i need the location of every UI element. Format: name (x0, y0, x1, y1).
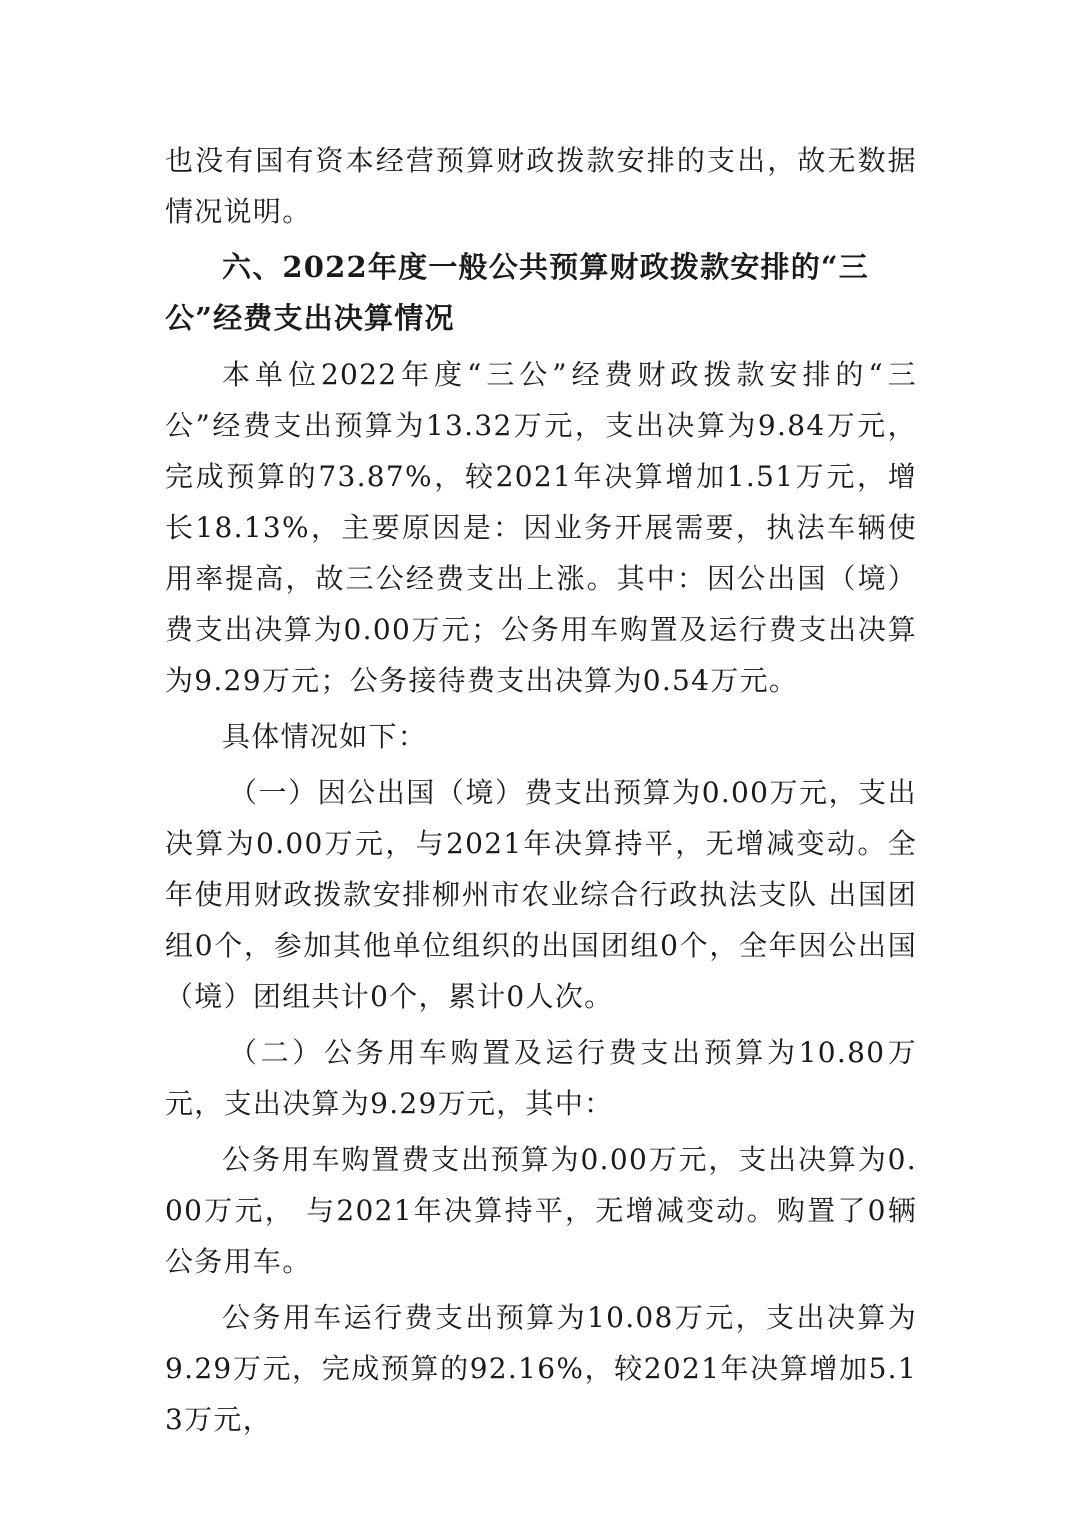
paragraph-vehicle-expenses: （二）公务用车购置及运行费支出预算为10.80万元，支出决算为9.29万元，其中： (165, 1036, 917, 1120)
paragraph-vehicle-purchase: 公务用车购置费支出预算为0.00万元，支出决算为0.00万元， 与2021年决算持平，无增减变动。购置了0辆公务用车。 (165, 1143, 917, 1278)
paragraph-continuation: 也没有国有资本经营预算财政拨款安排的支出，故无数据情况说明。 (165, 144, 917, 228)
document-page (165, 135, 917, 1450)
paragraph-overseas-expenses: （一）因公出国（境）费支出预算为0.00万元，支出决算为0.00万元，与2021年决算持平，无增减变动。全年使用财政拨款安排柳州市农业综合行政执法支队 出国团组0个，参加其他单位组织的出国团组0个，全年因公出国（境）团组共计0个，累计0人次。 (165, 776, 917, 1013)
paragraph-vehicle-operation: 公务用车运行费支出预算为10.08万元，支出决算为9.29万元，完成预算的92.16%，较2021年决算增加5.13万元， (165, 1301, 917, 1436)
paragraph-three-public-summary: 本单位2022年度“三公”经费财政拨款安排的“三公”经费支出预算为13.32万元，支出决算为9.84万元，完成预算的73.87%，较2021年决算增加1.51万元，增长18.13%，主要原因是：因业务开展需要，执法车辆使用率提高，故三公经费支出上涨。其中：因公出国（境）费支出决算为0.00万元；公务用车购置及运行费支出决算为9.29万元；公务接待费支出决算为0.54万元。 (165, 358, 917, 697)
paragraph-details-intro: 具体情况如下： (222, 720, 428, 753)
section-heading-six: 六、2022年度一般公共预算财政拨款安排的“三公”经费支出决算情况 (165, 250, 869, 335)
